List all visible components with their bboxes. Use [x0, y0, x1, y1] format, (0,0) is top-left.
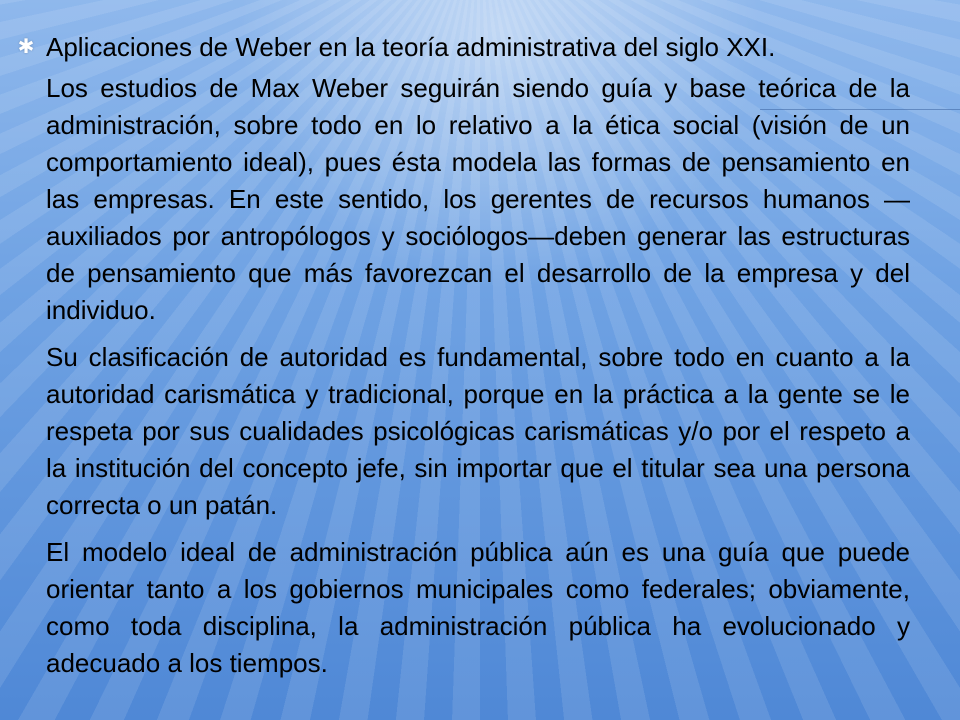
slide-heading: Aplicaciones de Weber en la teoría administrativa del siglo XXI.: [46, 32, 776, 62]
paragraph-ideal-model: El modelo ideal de administración pública aún es una guía que puede orientar tanto a los gobiernos municipales como federales; obviamente, como toda disciplina, la administración pública ha evolucionado y adecuado a los tiempos.: [46, 537, 910, 678]
asterisk-icon: ✱: [17, 36, 35, 58]
slide-body: [46, 30, 910, 692]
paragraph-weber-studies: Los estudios de Max Weber seguirán siendo guía y base teórica de la administración, sobre todo en lo relativo a la ética social (visión de un comportamiento ideal), pues ésta modela las formas de pensamiento en las empresas. En este sentido, los gerentes de recursos humanos —auxiliados por antropólogos y sociólogos—deben generar las estructuras de pensamiento que más favorezcan el desarrollo de la empresa y del individuo.: [46, 73, 910, 325]
paragraph-authority-classification: Su clasificación de autoridad es fundamental, sobre todo en cuanto a la autoridad carismática y tradicional, porque en la práctica a la gente se le respeta por sus cualidades psicológicas carismáticas y/o por el respeto a la institución del concepto jefe, sin importar que el titular sea una persona correcta o un patán.: [46, 342, 910, 520]
